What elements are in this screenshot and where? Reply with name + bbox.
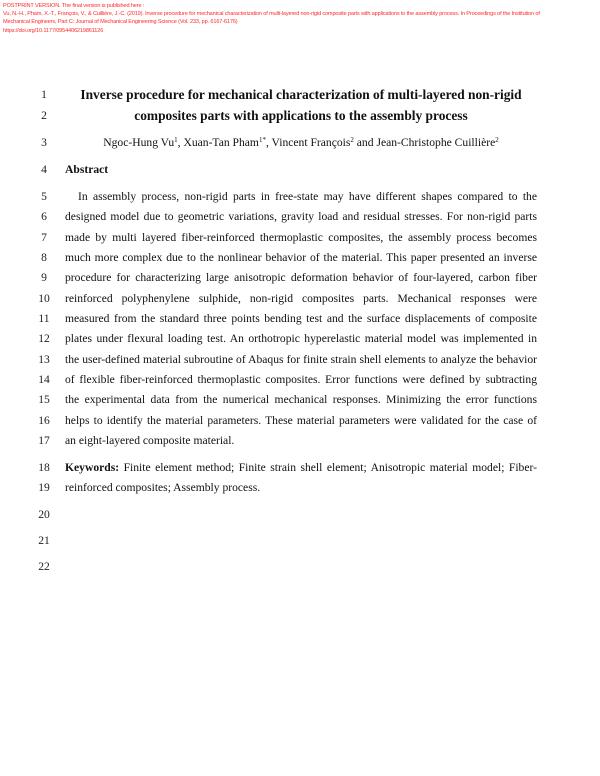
abstract-text-line: plates under flexural loading test. An orthotropic hyperelastic material model was implemented in [65, 332, 537, 345]
manuscript-line [0, 268, 600, 288]
abstract-text-line: made by multi layered fiber-reinforced thermoplastic composites, the assembly process becomes [65, 231, 537, 244]
author-affiliation: 1 [174, 136, 178, 144]
separator: , [177, 136, 184, 149]
manuscript-line [0, 370, 600, 390]
manuscript-line [0, 350, 600, 370]
line-number: 12 [38, 332, 50, 345]
author-list [65, 133, 537, 153]
author-affiliation: 2 [350, 136, 354, 144]
line-number: 13 [38, 353, 50, 366]
preprint-notice-doi-link[interactable]: https://doi.org/10.1177/0954406219861126 [3, 27, 104, 34]
author-affiliation: 2 [495, 136, 499, 144]
abstract-heading: Abstract [65, 163, 109, 176]
abstract-text-line: the experimental data from the numerical mechanical responses. Minimizing the error functions [65, 393, 537, 406]
author-affiliation: 1* [258, 136, 266, 144]
author-name: Xuan-Tan Pham [183, 136, 259, 149]
author-name: Ngoc-Hung Vu [103, 136, 175, 149]
abstract-text-line: measured from the standard three points bending test and the surface displacements of composite [65, 312, 537, 325]
separator: and [353, 136, 377, 149]
manuscript-line [0, 531, 600, 551]
line-number: 11 [38, 312, 50, 325]
manuscript-line [0, 160, 600, 180]
line-number: 22 [38, 560, 50, 573]
line-number: 21 [38, 534, 50, 547]
line-number: 10 [38, 292, 50, 305]
manuscript-line [0, 557, 600, 577]
manuscript-line [0, 289, 600, 309]
line-number: 9 [41, 271, 47, 284]
line-number: 20 [38, 508, 50, 521]
manuscript-line [0, 329, 600, 349]
preprint-notice-line-1: POSTPRINT VERSION. The final version is published here : [3, 3, 145, 9]
abstract-text-line: the user-defined material subroutine of Abaqus for finite strain shell elements to analyze the behavior [65, 353, 537, 366]
paper-title-line-1: Inverse procedure for mechanical characterization of multi-layered non-rigid [80, 87, 522, 102]
line-number: 15 [38, 393, 50, 406]
abstract-text-line: reinforced polyphenylene sulphide, non-rigid composites parts. Mechanical responses were [65, 292, 537, 305]
manuscript-line [0, 207, 600, 227]
abstract-text-line: of flexible fiber-reinforced thermoplastic composites. Error functions were defined by subtracting [65, 373, 537, 386]
manuscript-line [0, 390, 600, 410]
line-number: 6 [41, 210, 47, 223]
abstract-text-line: designed model due to geometric variations, gravity load and residual stresses. For non-rigid parts [65, 210, 537, 223]
abstract-text-line: much more complex due to the nonlinear behavior of the material. This paper presented an inverse [65, 251, 537, 264]
manuscript-line [0, 133, 600, 153]
line-number: 18 [38, 461, 50, 474]
manuscript-line [0, 248, 600, 268]
line-number: 2 [41, 109, 47, 122]
manuscript-line [0, 106, 600, 126]
abstract-text-line: helps to identify the material parameters. These material parameters were validated for the case of [65, 414, 537, 427]
line-number: 19 [38, 481, 50, 494]
abstract-text-line: In assembly process, non-rigid parts in free-state may have different shapes compared to the [78, 190, 537, 203]
abstract-text-line: an eight-layered composite material. [65, 434, 235, 447]
preprint-notice-citation-line-2: Mechanical Engineers, Part C: Journal of Mechanical Engineering Science (Vol. 233, pp. 6167-6176) [3, 19, 238, 26]
manuscript-line [0, 505, 600, 525]
manuscript-line [0, 431, 600, 451]
keywords-text: Finite element method; Finite strain shell element; Anisotropic material model; Fiber- [119, 461, 537, 474]
manuscript-line [0, 411, 600, 431]
line-number: 4 [41, 163, 47, 176]
line-number: 17 [38, 434, 50, 447]
manuscript-line [0, 85, 600, 105]
line-number: 1 [41, 88, 47, 101]
separator: , [265, 136, 272, 149]
line-number: 14 [38, 373, 50, 386]
manuscript-line [0, 458, 600, 478]
line-number: 7 [41, 231, 47, 244]
line-number: 16 [38, 414, 50, 427]
manuscript-line [0, 228, 600, 248]
keywords-text: reinforced composites; Assembly process. [65, 481, 261, 494]
author-name: Jean-Christophe Cuillière [376, 136, 496, 149]
preprint-notice-citation-line-1: Vu, N.-H., Pham, X.-T., François, V., & Cuillière, J.-C. (2019). Inverse procedure for mechanical characterization of multi-layered non-rigid composite parts with applications to the assembly process. In Proceedings of the Institution of [3, 11, 540, 18]
keywords-line [65, 458, 537, 478]
preprint-notice [3, 2, 599, 35]
line-number: 8 [41, 251, 47, 264]
manuscript-line [0, 187, 600, 207]
paper-title-line-2: composites parts with applications to the assembly process [134, 108, 468, 123]
manuscript-line [0, 309, 600, 329]
manuscript-line [0, 478, 600, 498]
abstract-text-line: procedure for characterizing large anisotropic deformation behavior of four-layered, carbon fiber [65, 271, 537, 284]
line-number: 5 [41, 190, 47, 203]
keywords-label: Keywords: [65, 461, 120, 474]
line-number: 3 [41, 136, 47, 149]
author-name: Vincent François [271, 136, 351, 149]
